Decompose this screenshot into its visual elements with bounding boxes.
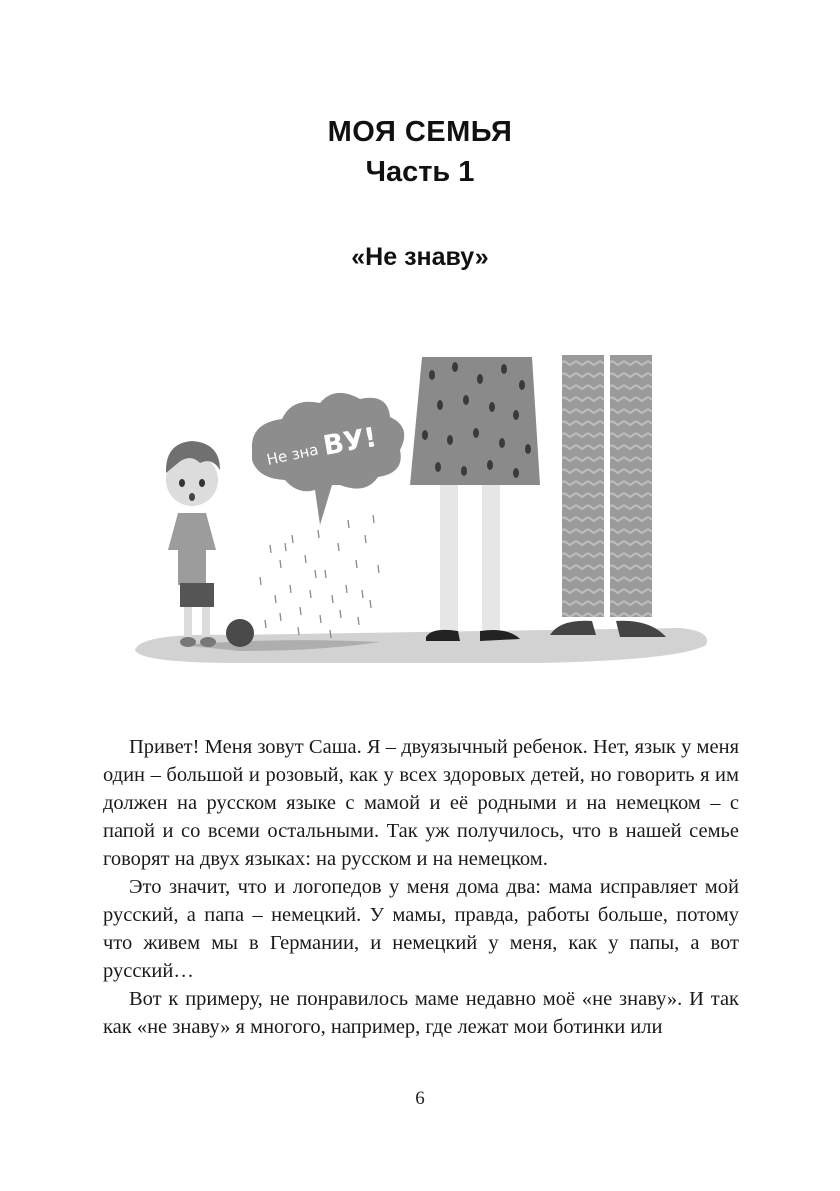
paragraph: Вот к примеру, не понравилось маме недавно моё «не знаву». И так как «не знаву» я многого, например, где лежат мои ботинки или (103, 988, 739, 1038)
rain-marks (260, 515, 379, 638)
svg-text:ВУ!: ВУ! (320, 422, 380, 462)
page-title: МОЯ СЕМЬЯ (327, 116, 513, 148)
chapter-title: «Не знаву» (351, 243, 489, 271)
ball (226, 619, 254, 647)
page-subtitle: Часть 1 (365, 156, 475, 188)
speech-bubble (252, 393, 404, 525)
paragraph: Привет! Меня зовут Саша. Я – двуязычный ребенок. Нет, язык у меня один – большой и розовый, как у всех здоровых детей, но говорить я им должен на русском языке с мамой и её родными и на немецком – с папой и со всеми остальными. Так уж получилось, что в нашей семье говорят на двух языках: на русском и на немецком. (103, 736, 739, 870)
paragraph: Это значит, что и логопедов у меня дома два: мама исправляет мой русский, а папа – немецкий. У мамы, правда, работы больше, потому что живем мы в Германии, и немецкий у меня, как у папы, а вот русский… (103, 876, 739, 982)
family-illustration (120, 345, 720, 675)
mom-figure (410, 357, 540, 641)
story-text (103, 733, 739, 1041)
svg-text:Не зна: Не зна (265, 440, 320, 469)
boy-figure (166, 441, 220, 647)
page-number: 6 (415, 1088, 425, 1109)
dad-figure (550, 355, 666, 637)
